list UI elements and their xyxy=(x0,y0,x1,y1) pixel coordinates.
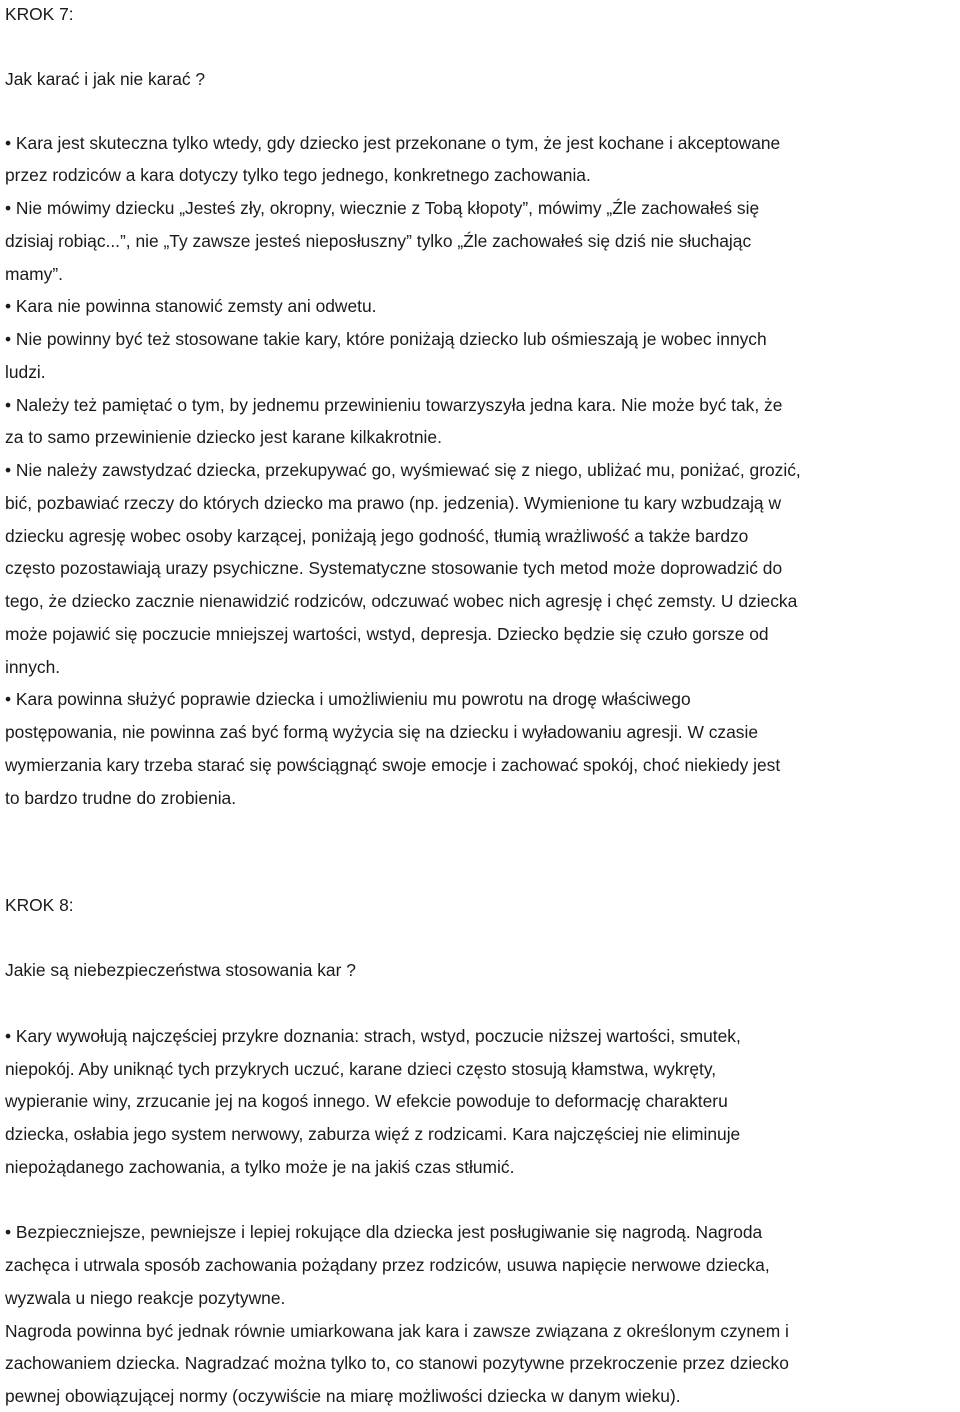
text-line: • Nie mówimy dziecku „Jesteś zły, okropny, wiecznie z Tobą kłopoty”, mówimy „Źle zachowałeś się xyxy=(5,198,760,218)
text-line: tego, że dziecko zacznie nienawidzić rodziców, odczuwać wobec nich agresję i chęć zemsty. U dziecka xyxy=(5,591,798,611)
krok-8-heading: KROK 8: xyxy=(5,895,74,915)
text-line: przez rodziców a kara dotyczy tylko tego jednego, konkretnego zachowania. xyxy=(5,165,591,185)
text-line: niepokój. Aby uniknąć tych przykrych uczuć, karane dzieci często stosują kłamstwa, wykręty, xyxy=(5,1059,717,1079)
text-line: może pojawić się poczucie mniejszej wartości, wstyd, depresja. Dziecko będzie się czuło gorsze od xyxy=(5,624,769,644)
text-line: • Kara nie powinna stanowić zemsty ani odwetu. xyxy=(5,296,377,316)
text-line: zachowaniem dziecka. Nagradzać można tylko to, co stanowi pozytywne przekroczenie przez dziecko xyxy=(5,1353,789,1373)
krok-8-question: Jakie są niebezpieczeństwa stosowania kar ? xyxy=(5,960,356,980)
text-line: wypieranie winy, zrzucanie jej na kogoś innego. W efekcie powoduje to deformację charakteru xyxy=(5,1091,728,1111)
text-line: wyzwala u niego reakcje pozytywne. xyxy=(5,1288,286,1308)
text-line: pewnej obowiązującej normy (oczywiście na miarę możliwości dziecka w danym wieku). xyxy=(5,1386,681,1406)
text-line: to bardzo trudne do zrobienia. xyxy=(5,788,237,808)
text-line: • Nie powinny być też stosowane takie kary, które poniżają dziecko lub ośmieszają je wobec innych xyxy=(5,329,767,349)
text-line: • Należy też pamiętać o tym, by jednemu przewinieniu towarzyszyła jedna kara. Nie może być tak, że xyxy=(5,395,783,415)
text-line: ludzi. xyxy=(5,362,46,382)
text-line: Nagroda powinna być jednak równie umiarkowana jak kara i zawsze związana z określonym czynem i xyxy=(5,1321,789,1341)
text-line: innych. xyxy=(5,657,61,677)
text-line: dziecku agresję wobec osoby karzącej, poniżają jego godność, tłumią wrażliwość a także bardzo xyxy=(5,526,749,546)
text-line: dzisiaj robiąc...”, nie „Ty zawsze jesteś nieposłuszny” tylko „Źle zachowałeś się dziś nie słuchając xyxy=(5,231,752,251)
krok-7-question: Jak karać i jak nie karać ? xyxy=(5,69,206,89)
text-line: dziecka, osłabia jego system nerwowy, zaburza więź z rodzicami. Kara najczęściej nie eliminuje xyxy=(5,1124,741,1144)
text-line: często pozostawiają urazy psychiczne. Systematyczne stosowanie tych metod może doprowadzić do xyxy=(5,558,783,578)
text-line: • Nie należy zawstydzać dziecka, przekupywać go, wyśmiewać się z niego, ubliżać mu, poniżać, grozić, xyxy=(5,460,801,480)
text-line: • Kara jest skuteczna tylko wtedy, gdy dziecko jest przekonane o tym, że jest kochane i akceptowane xyxy=(5,133,781,153)
text-line: wymierzania kary trzeba starać się powściągnąć swoje emocje i zachować spokój, choć niekiedy jest xyxy=(5,755,781,775)
text-line: niepożądanego zachowania, a tylko może je na jakiś czas stłumić. xyxy=(5,1157,515,1177)
text-line: za to samo przewinienie dziecko jest karane kilkakrotnie. xyxy=(5,427,442,447)
text-line: postępowania, nie powinna zaś być formą wyżycia się na dziecku i wyładowaniu agresji. W czasie xyxy=(5,722,758,742)
text-line: • Kary wywołują najczęściej przykre doznania: strach, wstyd, poczucie niższej wartości, smutek, xyxy=(5,1026,741,1046)
text-line: mamy”. xyxy=(5,264,63,284)
text-line: zachęca i utrwala sposób zachowania pożądany przez rodziców, usuwa napięcie nerwowe dziecka, xyxy=(5,1255,770,1275)
text-line: bić, pozbawiać rzeczy do których dziecko ma prawo (np. jedzenia). Wymienione tu kary wzbudzają w xyxy=(5,493,781,513)
text-line: • Bezpieczniejsze, pewniejsze i lepiej rokujące dla dziecka jest posługiwanie się nagrodą. Nagroda xyxy=(5,1222,763,1242)
krok-7-heading: KROK 7: xyxy=(5,4,74,24)
text-line: • Kara powinna służyć poprawie dziecka i umożliwieniu mu powrotu na drogę właściwego xyxy=(5,689,691,709)
